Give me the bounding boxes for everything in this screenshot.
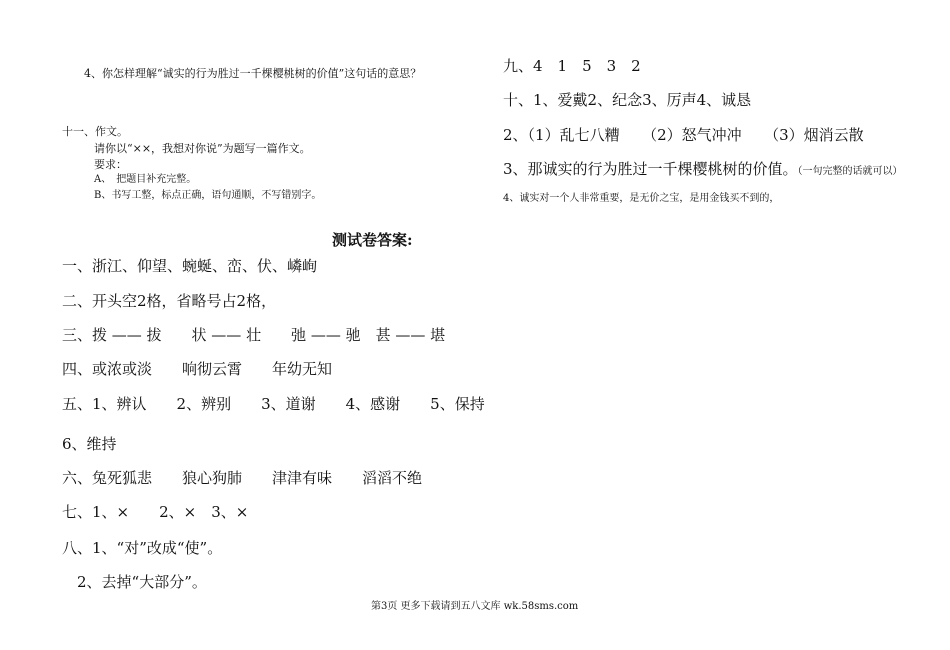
answer-10-3-note: （一句完整的话就可以） xyxy=(797,166,903,177)
answer-line-3: 三、拨 —— 拔 状 —— 壮 弛 —— 驰 甚 —— 堪 xyxy=(62,326,446,344)
answer-9: 九、4 1 5 3 2 xyxy=(503,57,641,75)
answer-line-8: 七、1、× 2、× 3、× xyxy=(62,503,249,521)
answer-10-3 xyxy=(503,158,903,179)
answer-10-4: 4、诚实对一个人非常重要，是无价之宝，是用金钱买不到的， xyxy=(503,193,780,204)
answer-line-7: 六、兔死狐悲 狼心狗肺 津津有味 滔滔不绝 xyxy=(62,469,423,487)
answer-10-3-main: 3、那诚实的行为胜过一千棵樱桃树的价值。 xyxy=(503,160,798,178)
answer-line-10: 2、去掉“大部分”。 xyxy=(62,573,207,591)
answer-line-2: 二、开头空2格，省略号占2格， xyxy=(62,292,277,310)
question-4: 4、你怎样理解“诚实的行为胜过一千棵樱桃树的价值”这句话的意思？ xyxy=(84,67,422,80)
essay-heading: 十一、作文。 xyxy=(62,125,128,138)
answer-line-5: 五、1、辨认 2、辨别 3、道谢 4、感谢 5、保持 xyxy=(62,395,485,413)
answer-line-4: 四、或浓或淡 响彻云霄 年幼无知 xyxy=(62,360,333,378)
requirements-label: 要求： xyxy=(94,158,127,171)
answer-line-1: 一、浙江、仰望、蜿蜒、峦、伏、嶙峋 xyxy=(62,257,318,275)
answer-line-9: 八、1、“对”改成“使”。 xyxy=(62,539,223,557)
answer-line-6: 6、维持 xyxy=(62,435,117,453)
requirement-b: B、书写工整，标点正确，语句通顺，不写错别字。 xyxy=(94,190,322,201)
requirement-a: A、 把题目补充完整。 xyxy=(94,174,197,185)
page-footer: 第3页 更多下载请到五八文库 wk.58sms.com xyxy=(371,601,579,612)
answer-10-2: 2、（1）乱七八糟 （2）怒气冲冲 （3）烟消云散 xyxy=(503,126,864,144)
answers-title: 测试卷答案: xyxy=(332,231,413,249)
answer-10-1: 十、1、爱戴2、纪念3、厉声4、诚恳 xyxy=(503,91,752,109)
essay-prompt: 请你以“××，我想对你说”为题写一篇作文。 xyxy=(94,142,311,155)
